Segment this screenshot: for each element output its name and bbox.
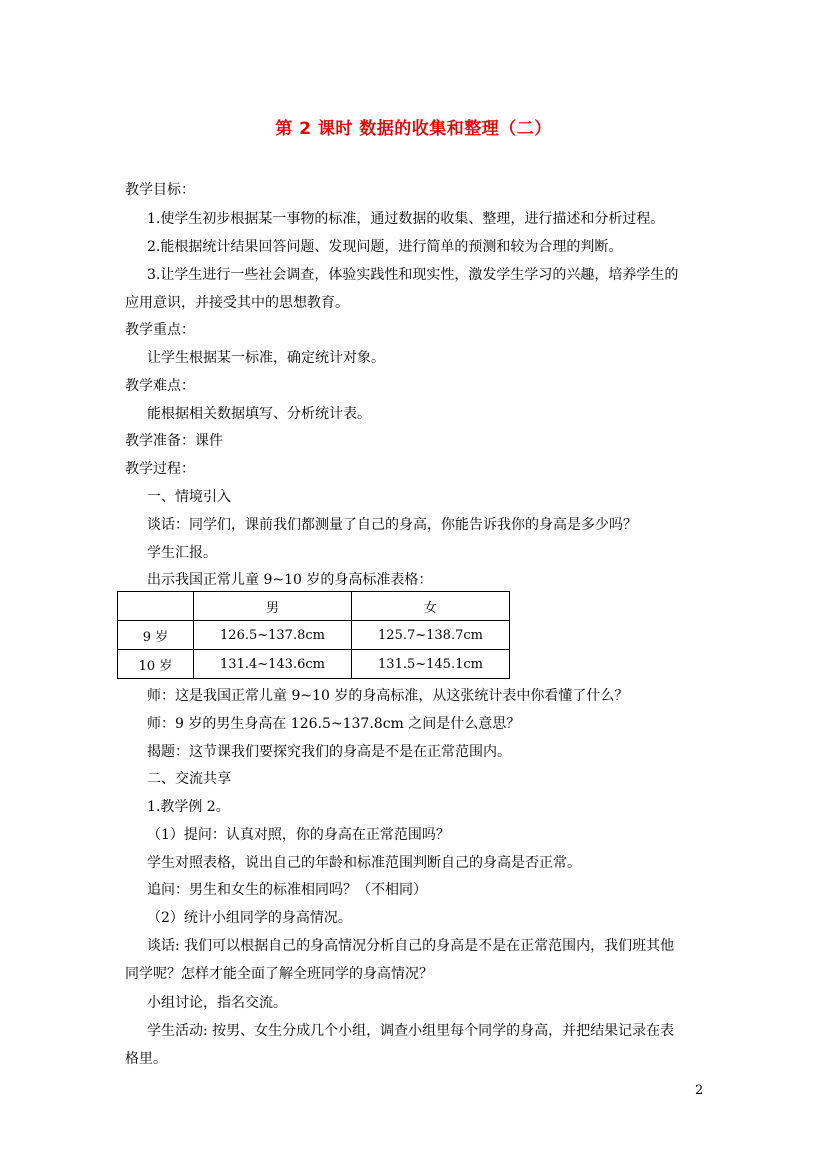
table-row [118, 621, 510, 650]
paragraph: 学生活动: 按男、女生分成几个小组，调查小组里每个同学的身高，并把结果记录在表 [147, 1023, 675, 1039]
paragraph: 应用意识，并接受其中的思想教育。 [125, 295, 349, 311]
table-header-row [118, 592, 510, 621]
paragraph: 格里。 [125, 1051, 167, 1067]
paragraph: 师：这是我国正常儿童 9~10 岁的身高标准，从这张统计表中你看懂了什么？ [147, 688, 629, 704]
table-header-cell: 女 [352, 592, 510, 621]
table-cell: 131.5~145.1cm [352, 650, 510, 679]
section-heading: 教学重点： [125, 322, 195, 338]
paragraph: 同学呢？怎样才能全面了解全班同学的身高情况？ [125, 966, 433, 982]
section-heading: 二、交流共享 [147, 771, 231, 787]
paragraph: 谈话: 我们可以根据自己的身高情况分析自己的身高是不是在正常范围内，我们班其他 [147, 938, 675, 954]
paragraph: 3.让学生进行一些社会调查，体验实践性和现实性，激发学生学习的兴趣，培养学生的 [147, 267, 679, 283]
paragraph: 出示我国正常儿童 9~10 岁的身高标准表格： [147, 572, 433, 588]
paragraph: 学生对照表格，说出自己的年龄和标准范围判断自己的身高是否正常。 [147, 855, 581, 871]
paragraph: （1）提问：认真对照，你的身高在正常范围吗？ [147, 827, 450, 843]
table-cell: 10 岁 [118, 650, 194, 679]
table-header-cell [118, 592, 194, 621]
paragraph: 一、情境引入 [147, 489, 231, 505]
section-heading: 教学准备：课件 [125, 433, 223, 449]
section-heading: 教学目标： [125, 182, 195, 198]
paragraph: 2.能根据统计结果回答问题、发现问题，进行简单的预测和较为合理的判断。 [147, 239, 623, 255]
table-cell: 131.4~143.6cm [194, 650, 352, 679]
paragraph: 让学生根据某一标准，确定统计对象。 [147, 350, 385, 366]
section-heading: 教学难点： [125, 378, 195, 394]
paragraph: 小组讨论，指名交流。 [147, 995, 287, 1011]
height-standard-table [117, 591, 510, 679]
paragraph: 师：9 岁的男生身高在 126.5~137.8cm 之间是什么意思？ [147, 716, 521, 732]
page-number: 2 [695, 1083, 704, 1098]
paragraph: （2）统计小组同学的身高情况。 [147, 910, 352, 926]
table-cell: 125.7~138.7cm [352, 621, 510, 650]
paragraph: 1.使学生初步根据某一事物的标准，通过数据的收集、整理，进行描述和分析过程。 [147, 211, 665, 227]
table-row [118, 650, 510, 679]
table-cell: 126.5~137.8cm [194, 621, 352, 650]
paragraph: 能根据相关数据填写、分析统计表。 [147, 406, 371, 422]
paragraph: 谈话：同学们，课前我们都测量了自己的身高，你能告诉我你的身高是多少吗？ [147, 517, 637, 533]
paragraph: 学生汇报。 [147, 545, 217, 561]
paragraph: 揭题：这节课我们要探究我们的身高是不是在正常范围内。 [147, 744, 511, 760]
paragraph: 1.教学例 2。 [147, 799, 230, 815]
table-cell: 9 岁 [118, 621, 194, 650]
section-heading: 教学过程： [125, 461, 195, 477]
table-header-cell: 男 [194, 592, 352, 621]
paragraph: 追问：男生和女生的标准相同吗？（不相同） [147, 882, 427, 898]
page-title: 第 2 课时 数据的收集和整理（二） [275, 119, 552, 139]
